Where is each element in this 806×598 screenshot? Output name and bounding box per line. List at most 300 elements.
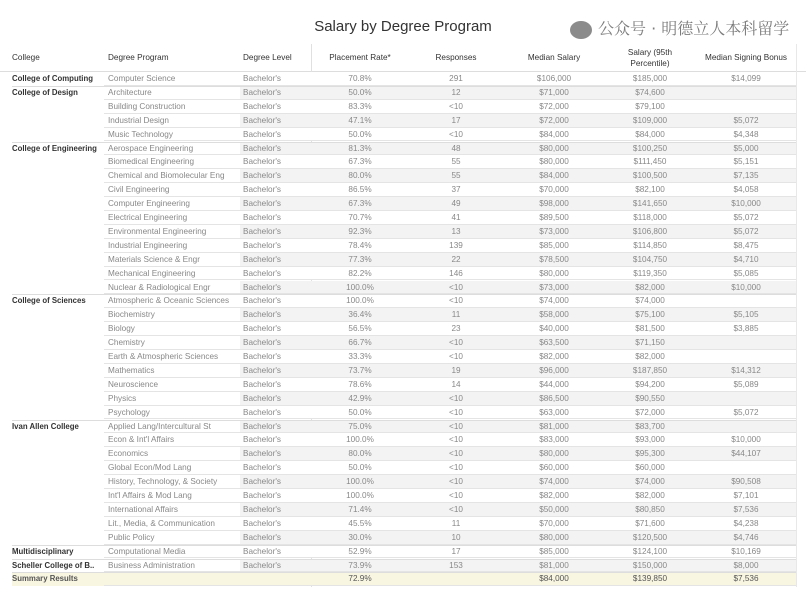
cell-responses: <10 xyxy=(449,352,463,361)
wechat-icon xyxy=(570,21,592,39)
cell-college: Ivan Allen College xyxy=(12,421,79,431)
cell-responses: <10 xyxy=(449,491,463,500)
cell-signing-bonus: $5,072 xyxy=(733,407,759,417)
cell-degree-level: Bachelor's xyxy=(243,268,281,278)
cell-degree-level: Bachelor's xyxy=(243,171,281,181)
table-row[interactable] xyxy=(0,392,806,406)
cell-placement-rate: 100.0% xyxy=(346,477,374,487)
cell-salary-95th: $72,000 xyxy=(635,407,665,417)
cell-median-salary: $89,500 xyxy=(539,213,569,222)
cell-placement-rate: 78.6% xyxy=(348,379,372,389)
cell-degree-program: Physics xyxy=(108,393,137,403)
cell-responses: <10 xyxy=(449,477,463,487)
cell-degree-program: Atmospheric & Oceanic Sciences xyxy=(108,296,230,306)
cell-salary-95th: $109,000 xyxy=(632,115,668,125)
summary-row[interactable] xyxy=(0,572,806,586)
cell-responses: 22 xyxy=(451,254,461,264)
cell-salary-95th: $82,000 xyxy=(635,491,665,500)
cell-placement-rate: 50.0% xyxy=(348,463,372,473)
cell-placement-rate: 52.9% xyxy=(348,546,372,556)
cell-median-salary: $85,000 xyxy=(539,240,569,250)
cell-degree-program: Materials Science & Engr xyxy=(108,254,200,264)
cell-placement-rate: 73.7% xyxy=(348,365,372,375)
cell-salary-95th: $119,350 xyxy=(633,268,667,278)
cell-median-salary: $96,000 xyxy=(539,365,569,375)
table-row[interactable] xyxy=(0,142,806,156)
cell-degree-program: Int'l Affairs & Mod Lang xyxy=(108,491,192,500)
cell-degree-program: Civil Engineering xyxy=(108,185,170,195)
cell-responses: 146 xyxy=(449,268,463,278)
cell-degree-level: Bachelor's xyxy=(243,365,281,375)
cell-degree-program: Biochemistry xyxy=(108,310,155,320)
cell-responses: <10 xyxy=(449,463,463,473)
table-row[interactable] xyxy=(0,406,806,420)
row-divider xyxy=(104,585,796,586)
cell-placement-rate: 67.3% xyxy=(348,199,372,209)
table-row[interactable] xyxy=(0,559,806,573)
table-row[interactable] xyxy=(0,225,806,239)
cell-median-salary: $81,000 xyxy=(539,560,569,570)
table-row[interactable] xyxy=(0,114,806,128)
cell-degree-program: International Affairs xyxy=(108,504,178,514)
cell-salary-95th: $120,500 xyxy=(632,532,668,542)
cell-college: Multidisciplinary xyxy=(12,546,74,556)
cell-salary-95th: $100,250 xyxy=(632,143,668,153)
cell-degree-program: History, Technology, & Society xyxy=(108,477,218,487)
table-row[interactable] xyxy=(0,545,806,559)
cell-degree-level: Bachelor's xyxy=(243,240,281,250)
cell-degree-level: Bachelor's xyxy=(243,518,281,528)
cell-degree-level: Bachelor's xyxy=(243,226,281,236)
cell-signing-bonus: $8,000 xyxy=(733,560,759,570)
table-row[interactable] xyxy=(0,489,806,503)
cell-salary-95th: $82,000 xyxy=(635,282,665,292)
cell-signing-bonus: $5,072 xyxy=(733,226,759,236)
cell-salary-95th: $84,000 xyxy=(635,129,665,139)
table-row[interactable] xyxy=(0,86,806,100)
cell-median-salary: $83,000 xyxy=(539,435,569,445)
table-row[interactable] xyxy=(0,503,806,517)
cell-signing-bonus: $7,135 xyxy=(733,171,759,181)
cell-responses: 17 xyxy=(451,115,461,125)
cell-salary-95th: $74,600 xyxy=(635,87,665,97)
cell-median-salary: $58,000 xyxy=(539,310,569,320)
cell-placement-rate: 86.5% xyxy=(348,185,372,195)
header-salary-95th[interactable]: Salary (95th Percentile) xyxy=(627,47,673,68)
cell-degree-program: Psychology xyxy=(108,407,150,417)
cell-signing-bonus: $10,169 xyxy=(731,546,761,556)
table-row[interactable] xyxy=(0,253,806,267)
cell-degree-program: Industrial Engineering xyxy=(108,240,188,250)
cell-placement-rate: 33.3% xyxy=(348,352,372,361)
cell-responses: <10 xyxy=(449,421,463,431)
cell-responses: <10 xyxy=(449,435,463,445)
header-median-salary[interactable]: Median Salary xyxy=(527,53,581,63)
cell-signing-bonus: $5,085 xyxy=(733,268,759,278)
cell-median-salary: $70,000 xyxy=(539,518,569,528)
cell-median-salary: $74,000 xyxy=(539,296,569,306)
cell-degree-program: Economics xyxy=(108,449,149,459)
cell-salary-95th: $82,000 xyxy=(635,352,665,361)
cell-median-salary: $73,000 xyxy=(539,282,569,292)
cell-degree-program: Biomedical Engineering xyxy=(108,157,195,167)
cell-degree-program: Computer Science xyxy=(108,74,176,83)
table-row[interactable] xyxy=(0,517,806,531)
cell-responses: 23 xyxy=(451,324,461,334)
cell-responses: <10 xyxy=(449,504,463,514)
header-responses[interactable]: Responses xyxy=(435,53,477,63)
cell-degree-level: Bachelor's xyxy=(243,254,281,264)
cell-degree-program: Architecture xyxy=(108,87,152,97)
cell-degree-program: Chemical and Biomolecular Eng xyxy=(108,171,225,181)
cell-salary-95th: $139,850 xyxy=(632,574,668,584)
cell-signing-bonus: $14,312 xyxy=(731,365,761,375)
cell-median-salary: $84,000 xyxy=(539,171,569,181)
cell-placement-rate: 75.0% xyxy=(348,421,372,431)
cell-signing-bonus: $4,746 xyxy=(733,532,759,542)
table-row[interactable] xyxy=(0,267,806,281)
cell-responses: <10 xyxy=(449,338,463,348)
cell-signing-bonus: $8,475 xyxy=(733,240,759,250)
cell-salary-95th: $141,650 xyxy=(632,199,668,209)
cell-salary-95th: $71,600 xyxy=(635,518,665,528)
table-row[interactable] xyxy=(0,183,806,197)
cell-median-salary: $60,000 xyxy=(539,463,569,473)
header-college[interactable]: College xyxy=(12,53,40,63)
cell-median-salary: $84,000 xyxy=(539,129,569,139)
cell-degree-program: Computer Engineering xyxy=(108,199,190,209)
cell-degree-level: Bachelor's xyxy=(243,324,281,334)
cell-responses: 11 xyxy=(451,310,461,320)
header-placement-rate[interactable]: Placement Rate* xyxy=(329,53,391,63)
cell-placement-rate: 50.0% xyxy=(348,407,372,417)
cell-degree-program: Mathematics xyxy=(108,365,155,375)
cell-degree-level: Bachelor's xyxy=(243,282,281,292)
table-row[interactable] xyxy=(0,155,806,169)
cell-responses: 17 xyxy=(451,546,461,556)
cell-signing-bonus: $5,151 xyxy=(733,157,759,167)
cell-degree-level: Bachelor's xyxy=(243,310,281,320)
cell-salary-95th: $75,100 xyxy=(635,310,665,320)
cell-responses: 291 xyxy=(449,74,463,83)
cell-degree-level: Bachelor's xyxy=(243,115,281,125)
cell-degree-level: Bachelor's xyxy=(243,101,281,111)
cell-degree-level: Bachelor's xyxy=(243,435,281,445)
cell-salary-95th: $82,100 xyxy=(635,185,665,195)
cell-signing-bonus: $10,000 xyxy=(731,435,761,445)
cell-degree-level: Bachelor's xyxy=(243,449,281,459)
cell-degree-level: Bachelor's xyxy=(243,157,281,167)
cell-degree-level: Bachelor's xyxy=(243,393,281,403)
cell-responses: <10 xyxy=(449,393,463,403)
cell-degree-level: Bachelor's xyxy=(243,143,281,153)
cell-college: College of Sciences xyxy=(12,296,86,306)
cell-placement-rate: 83.3% xyxy=(348,101,372,111)
cell-responses: 48 xyxy=(451,143,461,153)
cell-degree-program: Global Econ/Mod Lang xyxy=(108,463,192,473)
cell-degree-program: Mechanical Engineering xyxy=(108,268,196,278)
cell-degree-level: Bachelor's xyxy=(243,546,281,556)
cell-signing-bonus: $5,072 xyxy=(733,115,759,125)
table-row[interactable] xyxy=(0,447,806,461)
cell-college: College of Engineering xyxy=(12,143,97,153)
table-row[interactable] xyxy=(0,364,806,378)
cell-degree-level: Bachelor's xyxy=(243,379,281,389)
chart-title: Salary by Degree Program xyxy=(314,18,492,35)
cell-salary-95th: $79,100 xyxy=(635,101,665,111)
cell-responses: 153 xyxy=(449,560,463,570)
cell-median-salary: $80,000 xyxy=(539,268,569,278)
table-row[interactable] xyxy=(0,128,806,142)
cell-median-salary: $63,000 xyxy=(539,407,569,417)
cell-degree-level: Bachelor's xyxy=(243,185,281,195)
cell-placement-rate: 70.8% xyxy=(348,74,372,83)
cell-college: Summary Results xyxy=(12,574,78,584)
cell-degree-level: Bachelor's xyxy=(243,213,281,222)
cell-salary-95th: $114,850 xyxy=(633,240,667,250)
cell-college: College of Computing xyxy=(12,74,93,83)
cell-salary-95th: $71,150 xyxy=(635,338,665,348)
table-row[interactable] xyxy=(0,531,806,545)
cell-placement-rate: 66.7% xyxy=(348,338,372,348)
cell-placement-rate: 42.9% xyxy=(348,393,372,403)
cell-signing-bonus: $14,099 xyxy=(731,74,761,83)
table-row[interactable] xyxy=(0,239,806,253)
cell-median-salary: $81,000 xyxy=(539,421,569,431)
cell-median-salary: $84,000 xyxy=(539,574,569,584)
cell-placement-rate: 50.0% xyxy=(348,129,372,139)
cell-signing-bonus: $5,105 xyxy=(733,310,759,320)
cell-salary-95th: $94,200 xyxy=(635,379,665,389)
cell-placement-rate: 78.4% xyxy=(348,240,372,250)
cell-salary-95th: $187,850 xyxy=(632,365,668,375)
cell-degree-program: Lit., Media, & Communication xyxy=(108,518,215,528)
cell-placement-rate: 45.5% xyxy=(348,518,372,528)
cell-placement-rate: 56.5% xyxy=(348,324,372,334)
cell-responses: 10 xyxy=(451,532,461,542)
cell-placement-rate: 100.0% xyxy=(346,435,374,445)
cell-degree-program: Building Construction xyxy=(108,101,186,111)
table-row[interactable] xyxy=(0,211,806,225)
cell-degree-program: Business Administration xyxy=(108,560,195,570)
header-signing-bonus[interactable]: Median Signing Bonus xyxy=(705,53,787,63)
table-row[interactable] xyxy=(0,169,806,183)
cell-responses: 55 xyxy=(451,171,461,181)
table-header xyxy=(0,44,806,72)
cell-responses: <10 xyxy=(449,407,463,417)
cell-signing-bonus: $7,536 xyxy=(733,574,759,584)
cell-signing-bonus: $7,536 xyxy=(733,504,759,514)
watermark-text: 公众号 · 明德立人本科留学 xyxy=(598,19,790,38)
cell-signing-bonus: $10,000 xyxy=(731,199,761,209)
cell-median-salary: $40,000 xyxy=(539,324,569,334)
cell-salary-95th: $185,000 xyxy=(632,74,668,83)
header-degree-level[interactable]: Degree Level xyxy=(243,53,292,63)
table-row[interactable] xyxy=(0,420,806,434)
cell-degree-program: Music Technology xyxy=(108,129,173,139)
cell-median-salary: $80,000 xyxy=(539,449,569,459)
cell-placement-rate: 100.0% xyxy=(346,282,374,292)
cell-median-salary: $80,000 xyxy=(539,532,569,542)
cell-responses: 11 xyxy=(451,518,461,528)
cell-median-salary: $71,000 xyxy=(539,87,569,97)
cell-salary-95th: $80,850 xyxy=(635,504,665,514)
table-row[interactable] xyxy=(0,72,806,86)
cell-degree-program: Chemistry xyxy=(108,338,145,348)
cell-median-salary: $78,500 xyxy=(539,254,569,264)
cell-responses: 37 xyxy=(451,185,461,195)
cell-signing-bonus: $44,107 xyxy=(731,449,761,459)
cell-responses: 55 xyxy=(451,157,461,167)
table-row[interactable] xyxy=(0,100,806,114)
cell-degree-program: Computational Media xyxy=(108,546,186,556)
cell-placement-rate: 71.4% xyxy=(348,504,372,514)
table-row[interactable] xyxy=(0,461,806,475)
table-row[interactable] xyxy=(0,433,806,447)
table-row[interactable] xyxy=(0,475,806,489)
cell-salary-95th: $100,500 xyxy=(632,171,668,181)
cell-signing-bonus: $3,885 xyxy=(733,324,759,334)
cell-degree-level: Bachelor's xyxy=(243,491,281,500)
cell-placement-rate: 100.0% xyxy=(346,491,374,500)
cell-median-salary: $82,000 xyxy=(539,491,569,500)
cell-median-salary: $80,000 xyxy=(539,157,569,167)
cell-signing-bonus: $4,710 xyxy=(733,254,759,264)
cell-degree-level: Bachelor's xyxy=(243,74,281,83)
cell-degree-level: Bachelor's xyxy=(243,560,281,570)
table-row[interactable] xyxy=(0,308,806,322)
cell-degree-program: Econ & Int'l Affairs xyxy=(108,435,175,445)
cell-placement-rate: 72.9% xyxy=(348,574,372,584)
cell-median-salary: $82,000 xyxy=(539,352,569,361)
cell-responses: 12 xyxy=(451,87,461,97)
cell-placement-rate: 70.7% xyxy=(348,213,372,222)
cell-responses: 14 xyxy=(451,379,461,389)
table-row[interactable] xyxy=(0,322,806,336)
cell-responses: <10 xyxy=(449,296,463,306)
cell-salary-95th: $60,000 xyxy=(635,463,665,473)
cell-median-salary: $85,000 xyxy=(539,546,569,556)
cell-median-salary: $70,000 xyxy=(539,185,569,195)
cell-degree-level: Bachelor's xyxy=(243,504,281,514)
cell-responses: 49 xyxy=(451,199,461,209)
cell-median-salary: $50,000 xyxy=(539,504,569,514)
cell-signing-bonus: $4,058 xyxy=(733,185,759,195)
cell-responses: 41 xyxy=(451,213,461,222)
cell-median-salary: $106,000 xyxy=(536,74,572,83)
cell-degree-program: Applied Lang/Intercultural St xyxy=(108,421,211,431)
cell-degree-level: Bachelor's xyxy=(243,532,281,542)
cell-degree-level: Bachelor's xyxy=(243,296,281,306)
cell-placement-rate: 92.3% xyxy=(348,226,372,236)
cell-placement-rate: 47.1% xyxy=(348,115,372,125)
cell-degree-program: Industrial Design xyxy=(108,115,169,125)
cell-salary-95th: $74,000 xyxy=(635,296,665,306)
cell-signing-bonus: $10,000 xyxy=(731,282,761,292)
cell-college: Scheller College of B.. xyxy=(12,560,95,570)
cell-degree-program: Public Policy xyxy=(108,532,155,542)
cell-degree-program: Electrical Engineering xyxy=(108,213,188,222)
cell-degree-level: Bachelor's xyxy=(243,129,281,139)
cell-salary-95th: $111,450 xyxy=(633,157,667,167)
cell-placement-rate: 80.0% xyxy=(348,449,372,459)
table-row[interactable] xyxy=(0,294,806,308)
cell-signing-bonus: $4,238 xyxy=(733,518,759,528)
cell-salary-95th: $118,000 xyxy=(633,213,667,222)
cell-responses: <10 xyxy=(449,449,463,459)
cell-placement-rate: 30.0% xyxy=(348,532,372,542)
cell-salary-95th: $90,550 xyxy=(635,393,665,403)
cell-degree-program: Earth & Atmospheric Sciences xyxy=(108,352,219,361)
cell-responses: 19 xyxy=(451,365,461,375)
table-row[interactable] xyxy=(0,197,806,211)
cell-degree-level: Bachelor's xyxy=(243,421,281,431)
cell-degree-level: Bachelor's xyxy=(243,407,281,417)
cell-responses: 13 xyxy=(451,226,461,236)
cell-placement-rate: 77.3% xyxy=(348,254,372,264)
table-row[interactable] xyxy=(0,281,806,295)
cell-degree-program: Environmental Engineering xyxy=(108,226,207,236)
cell-median-salary: $72,000 xyxy=(539,115,569,125)
cell-median-salary: $86,500 xyxy=(539,393,569,403)
cell-signing-bonus: $5,000 xyxy=(733,143,759,153)
cell-median-salary: $44,000 xyxy=(539,379,569,389)
cell-responses: <10 xyxy=(449,282,463,292)
cell-signing-bonus: $4,348 xyxy=(733,129,759,139)
cell-responses: 139 xyxy=(449,240,463,250)
cell-median-salary: $73,000 xyxy=(539,226,569,236)
cell-median-salary: $63,500 xyxy=(539,338,569,348)
cell-median-salary: $72,000 xyxy=(539,101,569,111)
cell-responses: <10 xyxy=(449,101,463,111)
cell-placement-rate: 67.3% xyxy=(348,157,372,167)
table-row[interactable] xyxy=(0,350,806,364)
cell-degree-program: Nuclear & Radiological Engr xyxy=(108,282,211,292)
cell-degree-level: Bachelor's xyxy=(243,477,281,487)
cell-placement-rate: 80.0% xyxy=(348,171,372,181)
cell-degree-level: Bachelor's xyxy=(243,352,281,361)
cell-signing-bonus: $90,508 xyxy=(731,477,761,487)
cell-salary-95th: $124,100 xyxy=(632,546,668,556)
cell-college: College of Design xyxy=(12,87,78,97)
cell-salary-95th: $81,500 xyxy=(635,324,665,334)
cell-salary-95th: $150,000 xyxy=(632,560,668,570)
table-row[interactable] xyxy=(0,336,806,350)
cell-salary-95th: $106,800 xyxy=(632,226,668,236)
cell-median-salary: $80,000 xyxy=(539,143,569,153)
cell-degree-level: Bachelor's xyxy=(243,87,281,97)
cell-responses: <10 xyxy=(449,129,463,139)
cell-placement-rate: 36.4% xyxy=(348,310,372,320)
cell-placement-rate: 81.3% xyxy=(348,143,372,153)
cell-salary-95th: $83,700 xyxy=(635,421,665,431)
watermark xyxy=(570,16,789,39)
cell-median-salary: $74,000 xyxy=(539,477,569,487)
cell-placement-rate: 73.9% xyxy=(348,560,372,570)
cell-degree-program: Neuroscience xyxy=(108,379,159,389)
cell-signing-bonus: $5,089 xyxy=(733,379,759,389)
cell-salary-95th: $74,000 xyxy=(635,477,665,487)
cell-placement-rate: 100.0% xyxy=(346,296,374,306)
cell-degree-level: Bachelor's xyxy=(243,338,281,348)
cell-degree-level: Bachelor's xyxy=(243,199,281,209)
cell-signing-bonus: $5,072 xyxy=(733,213,759,222)
table-row[interactable] xyxy=(0,378,806,392)
header-degree-program[interactable]: Degree Program xyxy=(108,53,169,63)
cell-salary-95th: $104,750 xyxy=(632,254,668,264)
cell-placement-rate: 82.2% xyxy=(348,268,372,278)
cell-degree-program: Biology xyxy=(108,324,135,334)
